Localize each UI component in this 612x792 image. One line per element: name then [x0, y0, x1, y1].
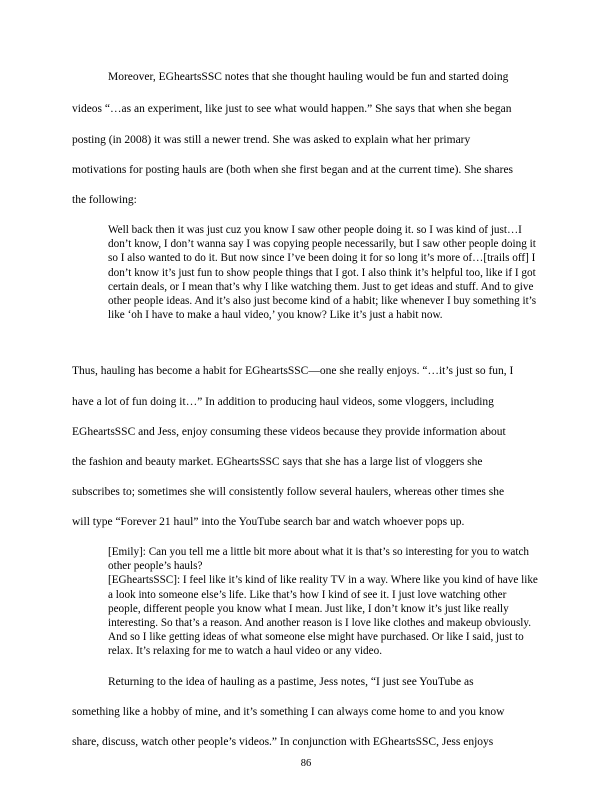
paragraph-line: the following:	[72, 194, 137, 206]
paragraph-line: something like a hobby of mine, and it’s something I can always come home to and you know	[72, 706, 505, 718]
paragraph-line: have a lot of fun doing it…” In addition to producing haul videos, some vloggers, including	[72, 396, 494, 408]
paragraph-line: will type “Forever 21 haul” into the YouTube search bar and watch whoever pops up.	[72, 516, 465, 528]
interview-quote	[108, 545, 540, 659]
page-number: 86	[300, 758, 312, 769]
paragraph-line: subscribes to; sometimes she will consistently follow several haulers, whereas other times she	[72, 486, 505, 498]
block-quote-text: Well back then it was just cuz you know I saw other people doing it. so I was kind of just…I don’t know, I don’t wanna say I was copying people necessarily, but I saw other people doing it so I also wanted to do it. But now since I’ve been doing it for so long it’s more of…[trails off] I don’t know it’s just fun to show people things that I got. I also think it’s helpful too, like if I got certain deals, or I mean that’s why I like watching them. Just to get ideas and stuff. And to give other people ideas. And it’s also just become kind of a habit; like whenever I buy something it’s like ‘oh I have to make a haul video,’ you know? Like it’s just a habit now.	[108, 224, 537, 322]
paragraph-line: Thus, hauling has become a habit for EGheartsSSC—one she really enjoys. “…it’s just so fun, I	[72, 365, 514, 377]
block-quote	[108, 223, 540, 322]
paragraph-line: the fashion and beauty market. EGheartsSSC says that she has a large list of vloggers she	[72, 456, 483, 468]
interview-question: [Emily]: Can you tell me a little bit more about what it is that’s so interesting for you to watch other people’s hauls?	[108, 546, 530, 573]
paragraph-line: EGheartsSSC and Jess, enjoy consuming these videos because they provide information about	[72, 426, 506, 438]
paragraph-line: Moreover, EGheartsSSC notes that she thought hauling would be fun and started doing	[108, 71, 509, 83]
paragraph-line: motivations for posting hauls are (both when she first began and at the current time). She shares	[72, 164, 514, 176]
paragraph-line: share, discuss, watch other people’s videos.” In conjunction with EGheartsSSC, Jess enjoys	[72, 736, 494, 748]
paragraph-line: posting (in 2008) it was still a newer trend. She was asked to explain what her primary	[72, 134, 471, 146]
paragraph-line: Returning to the idea of hauling as a pastime, Jess notes, “I just see YouTube as	[108, 676, 474, 688]
interview-answer: [EGheartsSSC]: I feel like it’s kind of like reality TV in a way. Where like you kind of have like a look into someone else’s life. Like that’s how I kind of see it. I just love watching other people, different people you know what I mean. Just like, I don’t know it’s just like really interesting. So that’s a reason. And another reason is I love like clothes and makeup obviously. And so I like getting ideas of what someone else might have purchased. Or like I said, just to relax. It’s relaxing for me to watch a haul video or any video.	[108, 574, 538, 658]
paragraph-line: videos “…as an experiment, like just to see what would happen.” She says that when she began	[72, 103, 512, 115]
